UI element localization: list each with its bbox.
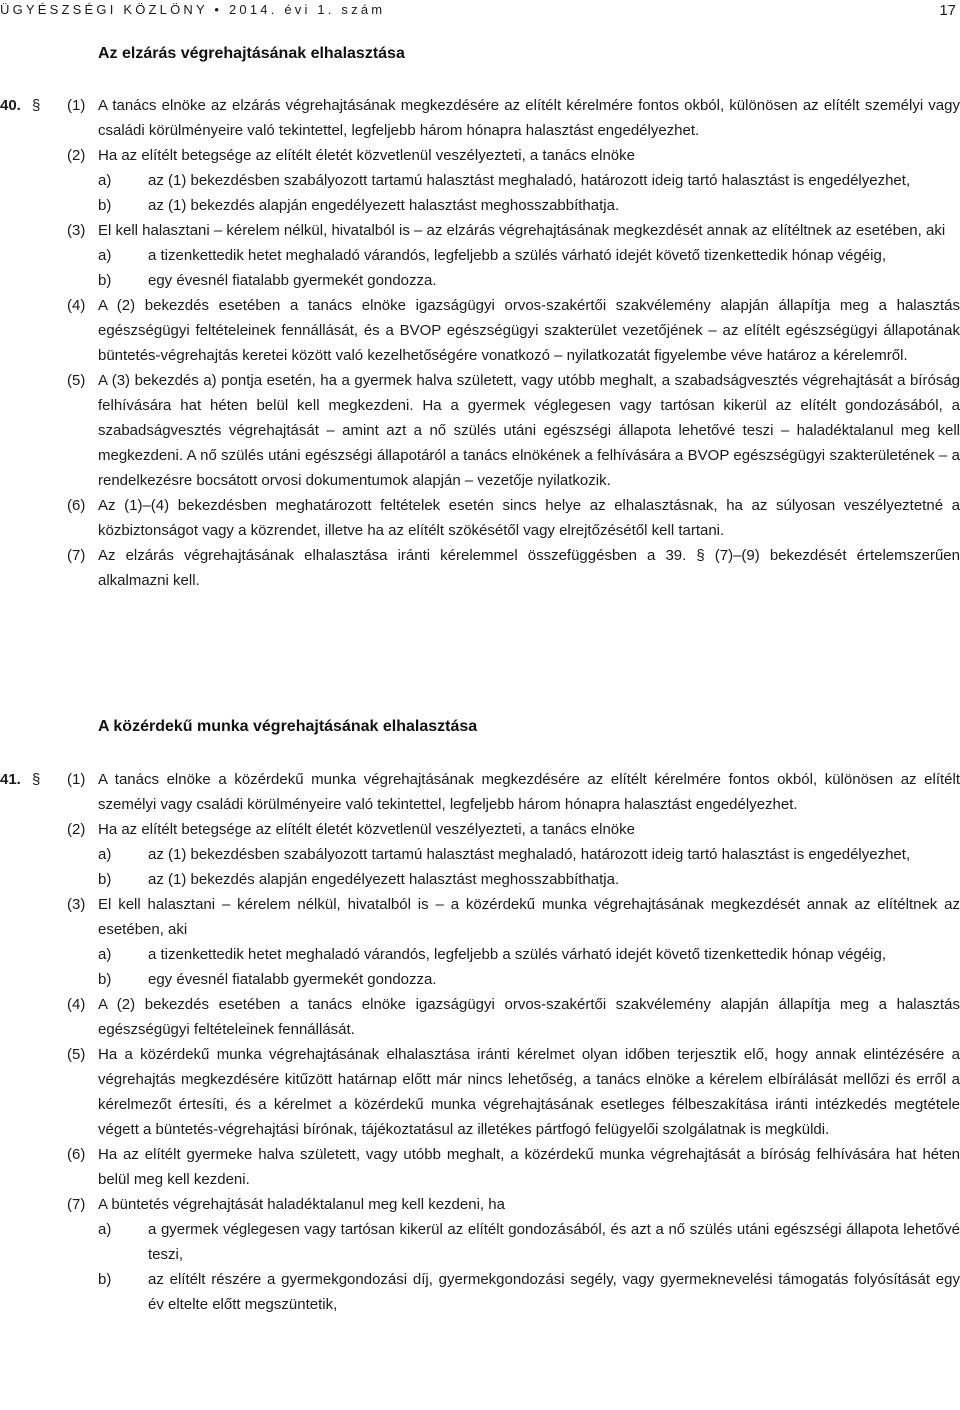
paragraph-number: (1)	[67, 97, 86, 114]
paragraph-40-4	[0, 293, 960, 368]
list-item	[0, 1217, 960, 1267]
list-item	[0, 1267, 960, 1317]
paragraph-41-1	[0, 767, 960, 817]
paragraph-41-2	[0, 817, 960, 842]
item-text: a tizenkettedik hetet meghaladó várandós, legfeljebb a szülés várható idejét követő tizenkettedik hónap végéig,	[148, 946, 886, 963]
section-heading-41: A közérdekű munka végrehajtásának elhalasztása	[98, 718, 478, 735]
item-letter: b)	[98, 197, 112, 214]
section-number: 40.	[0, 97, 21, 114]
item-text: a gyermek véglegesen vagy tartósan kikerül az elítélt gondozásából, és azt a nő szülés utáni egészségi állapota lehetővé teszi,	[148, 1221, 960, 1263]
paragraph-text: Ha az elítélt gyermeke halva született, vagy utóbb meghalt, a közérdekű munka végrehajtását a bíróság felhívására hat héten belül meg kell kezdeni.	[98, 1146, 960, 1188]
paragraph-41-5	[0, 1042, 960, 1142]
item-letter: a)	[98, 946, 112, 963]
item-letter: b)	[98, 1271, 112, 1288]
item-letter: a)	[98, 247, 112, 264]
list-item	[0, 193, 960, 218]
list-item	[0, 942, 960, 967]
list-item	[0, 168, 960, 193]
paragraph-text: Ha a közérdekű munka végrehajtásának elhalasztása iránti kérelmet olyan időben terjesztik elő, hogy annak elintézésére a végrehajtás megkezdésére kitűzött határnap előtt már nincs lehetőség, a tanács elnöke a kérelem elbírálását mellőzi és erről a kérelmezőt értesíti, és a kérelmet a közérdekű munka végrehajtásának esetleges félbeszakítása iránti intézkedés megtétele végett a büntetés-végrehajtási bírónak, tájékoztatásul az illetékes pártfogó felügyelői szolgálatnak is megküldi.	[98, 1046, 960, 1138]
paragraph-40-1	[0, 93, 960, 143]
paragraph-number: (3)	[67, 896, 86, 913]
paragraph-40-6	[0, 493, 960, 543]
paragraph-text: El kell halasztani – kérelem nélkül, hivatalból is – az elzárás végrehajtásának megkezdését annak az elítéltnek az esetében, aki	[98, 222, 946, 239]
paragraph-number: (4)	[67, 996, 86, 1013]
page-number: 17	[939, 2, 956, 19]
paragraph-number: (5)	[67, 1046, 86, 1063]
paragraph-text: Ha az elítélt betegsége az elítélt életét közvetlenül veszélyezteti, a tanács elnöke	[98, 821, 635, 838]
item-letter: a)	[98, 172, 112, 189]
item-text: egy évesnél fiatalabb gyermekét gondozza.	[148, 272, 437, 289]
paragraph-number: (2)	[67, 147, 86, 164]
item-text: az (1) bekezdésben szabályozott tartamú halasztást meghaladó, határozott ideig tartó halasztást is engedélyezhet,	[148, 172, 911, 189]
item-text: az (1) bekezdés alapján engedélyezett halasztást meghosszabbíthatja.	[148, 871, 620, 888]
paragraph-text: Ha az elítélt betegsége az elítélt életét közvetlenül veszélyezteti, a tanács elnöke	[98, 147, 635, 164]
paragraph-number: (3)	[67, 222, 86, 239]
list-item	[0, 867, 960, 892]
paragraph-text: Az (1)–(4) bekezdésben meghatározott feltételek esetén sincs helye az elhalasztásnak, ha az súlyosan veszélyeztetné a közbiztonságot vagy a közrendet, illetve ha az elítélt szökésétől vagy elrejtőzésétől kell tartani.	[98, 497, 960, 539]
item-text: egy évesnél fiatalabb gyermekét gondozza.	[148, 971, 437, 988]
item-text: az (1) bekezdésben szabályozott tartamú halasztást meghaladó, határozott ideig tartó halasztást is engedélyezhet,	[148, 846, 911, 863]
paragraph-text: A (3) bekezdés a) pontja esetén, ha a gyermek halva született, vagy utóbb meghalt, a szabadságvesztés végrehajtását a bíróság felhívására hat héten belül kell megkezdeni. Ha a gyermek véglegesen vagy tartósan kikerül az elítélt gondozásából, a szabadságvesztés végrehajtását – amint azt a nő szülés utáni egészségi állapota lehetővé teszi – haladéktalanul meg kell megkezdeni. A nő szülés utáni egészségi állapotáról a tanács elnökének a felhívására a BVOP egészségügyi szakterületének – a rendelkezésre bocsátott orvosi dokumentumok alapján – vezetője nyilatkozik.	[98, 372, 960, 489]
page-header	[0, 2, 960, 24]
section-sign: §	[32, 97, 41, 114]
paragraph-number: (4)	[67, 297, 86, 314]
paragraph-number: (7)	[67, 547, 86, 564]
paragraph-number: (2)	[67, 821, 86, 838]
list-item	[0, 268, 960, 293]
paragraph-number: (5)	[67, 372, 86, 389]
item-letter: a)	[98, 1221, 112, 1238]
paragraph-40-3	[0, 218, 960, 243]
paragraph-text: A tanács elnöke a közérdekű munka végrehajtásának megkezdésére az elítélt kérelmére fontos okból, különösen az elítélt személyi vagy családi körülményeire való tekintettel, legfeljebb három hónapra halasztást engedélyezhet.	[98, 771, 960, 813]
item-text: az (1) bekezdés alapján engedélyezett halasztást meghosszabbíthatja.	[148, 197, 620, 214]
paragraph-40-5	[0, 368, 960, 493]
list-item	[0, 842, 960, 867]
list-item	[0, 243, 960, 268]
paragraph-number: (7)	[67, 1196, 86, 1213]
paragraph-41-3	[0, 892, 960, 942]
item-letter: a)	[98, 846, 112, 863]
paragraph-text: A tanács elnöke az elzárás végrehajtásának megkezdésére az elítélt kérelmére fontos okból, különösen az elítélt személyi vagy családi körülményeire való tekintettel, legfeljebb három hónapra halasztást engedélyezhet.	[98, 97, 960, 139]
journal-title: ÜGYÉSZSÉGI KÖZLÖNY • 2014. évi 1. szám	[0, 2, 386, 17]
item-text: a tizenkettedik hetet meghaladó várandós, legfeljebb a szülés várható idejét követő tizenkettedik hónap végéig,	[148, 247, 886, 264]
paragraph-41-7	[0, 1192, 960, 1217]
paragraph-40-2	[0, 143, 960, 168]
section-number: 41.	[0, 771, 21, 788]
paragraph-41-4	[0, 992, 960, 1042]
section-40	[0, 93, 960, 593]
item-letter: b)	[98, 272, 112, 289]
paragraph-text: El kell halasztani – kérelem nélkül, hivatalból is – a közérdekű munka végrehajtásának megkezdését annak az elítéltnek az esetében, aki	[98, 896, 960, 938]
item-letter: b)	[98, 871, 112, 888]
paragraph-text: A (2) bekezdés esetében a tanács elnöke igazságügyi orvos-szakértői szakvélemény alapján állapítja meg a halasztás egészségügyi feltételeinek fennállását, és a BVOP egészségügyi szakterület vezetőjének – az elítélt egészségügyi állapotának büntetés-végrehajtás keretei között való kezelhetőségére vonatkozó – nyilatkozatát figyelembe véve határoz a kérelemről.	[98, 297, 960, 364]
section-41	[0, 767, 960, 1317]
paragraph-number: (6)	[67, 1146, 86, 1163]
paragraph-text: A (2) bekezdés esetében a tanács elnöke igazságügyi orvos-szakértői szakvélemény alapján állapítja meg a halasztás egészségügyi feltételeinek fennállását.	[98, 996, 960, 1038]
paragraph-40-7	[0, 543, 960, 593]
paragraph-text: A büntetés végrehajtását haladéktalanul meg kell kezdeni, ha	[98, 1196, 505, 1213]
item-text: az elítélt részére a gyermekgondozási díj, gyermekgondozási segély, vagy gyermeknevelési támogatás folyósítását egy év eltelte előtt megszüntetik,	[148, 1271, 960, 1313]
section-sign: §	[32, 771, 41, 788]
list-item	[0, 967, 960, 992]
item-letter: b)	[98, 971, 112, 988]
paragraph-text: Az elzárás végrehajtásának elhalasztása iránti kérelemmel összefüggésben a 39. § (7)–(9) bekezdését értelemszerűen alkalmazni kell.	[98, 547, 960, 589]
paragraph-number: (1)	[67, 771, 86, 788]
paragraph-number: (6)	[67, 497, 86, 514]
section-heading-40: Az elzárás végrehajtásának elhalasztása	[98, 45, 405, 62]
paragraph-41-6	[0, 1142, 960, 1192]
